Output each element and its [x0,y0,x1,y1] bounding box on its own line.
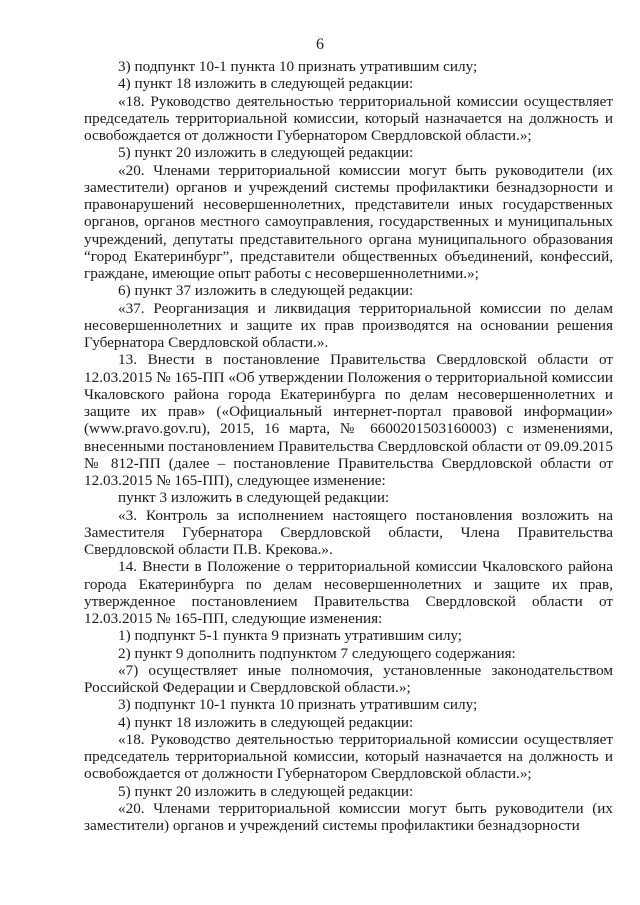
paragraph: «20. Членами территориальной комиссии могут быть руководители (их заместители) органов и учреждений системы профилактики безнадзорности и правонарушений несовершеннолетних, представители иных государственных органов, органов местного самоуправления, государственных и муниципальных учреждений, депутаты представительного органа муниципального образования “город Екатеринбург”, представители общественных объединений, конфессий, граждане, имеющие опыт работы с несовершеннолетними.»; [84,161,613,282]
paragraph: 5) пункт 20 изложить в следующей редакции: [118,782,414,800]
paragraph: «7) осуществляет иные полномочия, установленные законодательством Российской Федерации и Свердловской области.»; [84,661,613,696]
paragraph: 6) пункт 37 изложить в следующей редакции: [118,282,414,300]
paragraph: пункт 3 изложить в следующей редакции: [118,489,390,507]
paragraph: 14. Внести в Положение о территориальной комиссии Чкаловского района города Екатеринбурга по делам несовершеннолетних и защите их прав, утвержденное постановлением Правительства Свердловской области от 12.03.2015 № 165-ПП, следующие изменения: [84,558,613,627]
paragraph: 3) подпункт 10-1 пункта 10 признать утратившим силу; [118,696,478,714]
paragraph: «18. Руководство деятельностью территориальной комиссии осуществляет председатель территориальной комиссии, который назначается на должность и освобождается от должности Губернатором Свердловской области.»; [84,730,613,783]
paragraph: 5) пункт 20 изложить в следующей редакции: [118,144,414,162]
paragraph: 1) подпункт 5-1 пункта 9 признать утратившим силу; [118,627,463,645]
paragraph: «3. Контроль за исполнением настоящего постановления возложить на Заместителя Губернатора Свердловской области, Члена Правительства Свердловской области П.В. Крекова.». [84,506,613,558]
paragraph: «20. Членами территориальной комиссии могут быть руководители (их заместители) органов и учреждений системы профилактики безнадзорности [84,799,613,834]
paragraph: 4) пункт 18 изложить в следующей редакции: [118,713,414,731]
paragraph: «18. Руководство деятельностью территориальной комиссии осуществляет председатель территориальной комиссии, который назначается на должность и освобождается от должности Губернатором Свердловской области.»; [84,92,613,144]
paragraph: «37. Реорганизация и ликвидация территориальной комиссии по делам несовершеннолетних и защите их прав производятся на основании решения Губернатора Свердловской области.». [84,299,613,351]
page-number: 6 [316,36,324,53]
paragraph: 3) подпункт 10-1 пункта 10 признать утратившим силу; [118,58,478,75]
paragraph: 2) пункт 9 дополнить подпунктом 7 следующего содержания: [118,644,516,662]
document-body [84,58,613,834]
paragraph: 4) пункт 18 изложить в следующей редакции: [118,75,414,93]
paragraph: 13. Внести в постановление Правительства Свердловской области от 12.03.2015 № 165-ПП «Об утверждении Положения о территориальной комиссии Чкаловского района города Екатеринбурга по делам несовершеннолетних и защите их прав» («Официальный интернет-портал правовой информации» (www.pravo.gov.ru), 2015, 16 марта, № 6600201503160003) с изменениями, внесенными постановлением Правительства Свердловской области от 09.09.2015 № 812-ПП (далее – постановление Правительства Свердловской области от 12.03.2015 № 165-ПП), следующее изменение: [84,351,613,489]
